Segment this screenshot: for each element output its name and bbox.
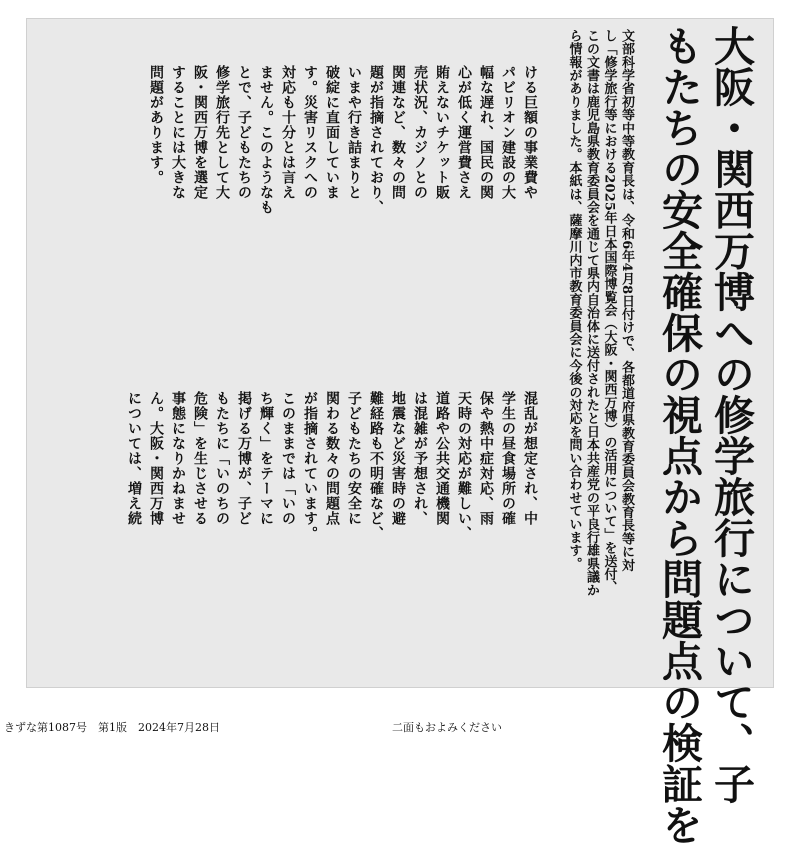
body-text-upper: ける巨額の事業費や パビリオン建設の大 幅な遅れ、国民の関 心が低く運営費さえ 賄えないチケット販 売状況、カジノとの 関連など、数々の問 題が指摘されており、 いまや行き詰まりと 破綻に直面していま す。災害リスクへの 対応も十分とは言え ません。このようなも とで、子どもたちの 修学旅行先として大 阪・関西万博を選定 することには大きな 問題があります。 — [148, 65, 538, 215]
headline: 大阪・関西万博への修学旅行について、子 もたちの安全確保の視点から問題点の検証を — [655, 25, 755, 845]
next-page-note: 二面もおよみください — [392, 721, 502, 734]
issue-info: きずな第1087号 第1版 2024年7月28日 — [4, 721, 220, 734]
lead-paragraph: 文部科学省初等中等教育長は、令和6年4月8日付けで、各都道府県教育委員会教育長等に対 し「修学旅行等における2025年日本国際博覧会（大阪・関西万博）の活用について」を送付、 この文書は鹿児島県教育委員会を通じて県内自治体に送付されたと日本共産党の平良行雄県議か ら情報がありました。本紙は、薩摩川内市教育委員会に今後の対応を問い合わせています。 — [566, 29, 634, 597]
body-text-lower: 混乱が想定され、中 学生の昼食場所の確 保や熱中症対応、雨 天時の対応が難しい、 道路や公共交通機関 は混雑が予想され、 地震など災害時の避 難経路も不明確など、 子どもたちの安全に 関わる数々の問題点 が指摘されています。 このままでは「いの ち輝く」をテーマに 掲げる万博が、子ど もたちに「いのちの 危険」を生じさせる 事態になりかねませ ん。大阪・関西万博 については、増え続 — [126, 391, 538, 541]
